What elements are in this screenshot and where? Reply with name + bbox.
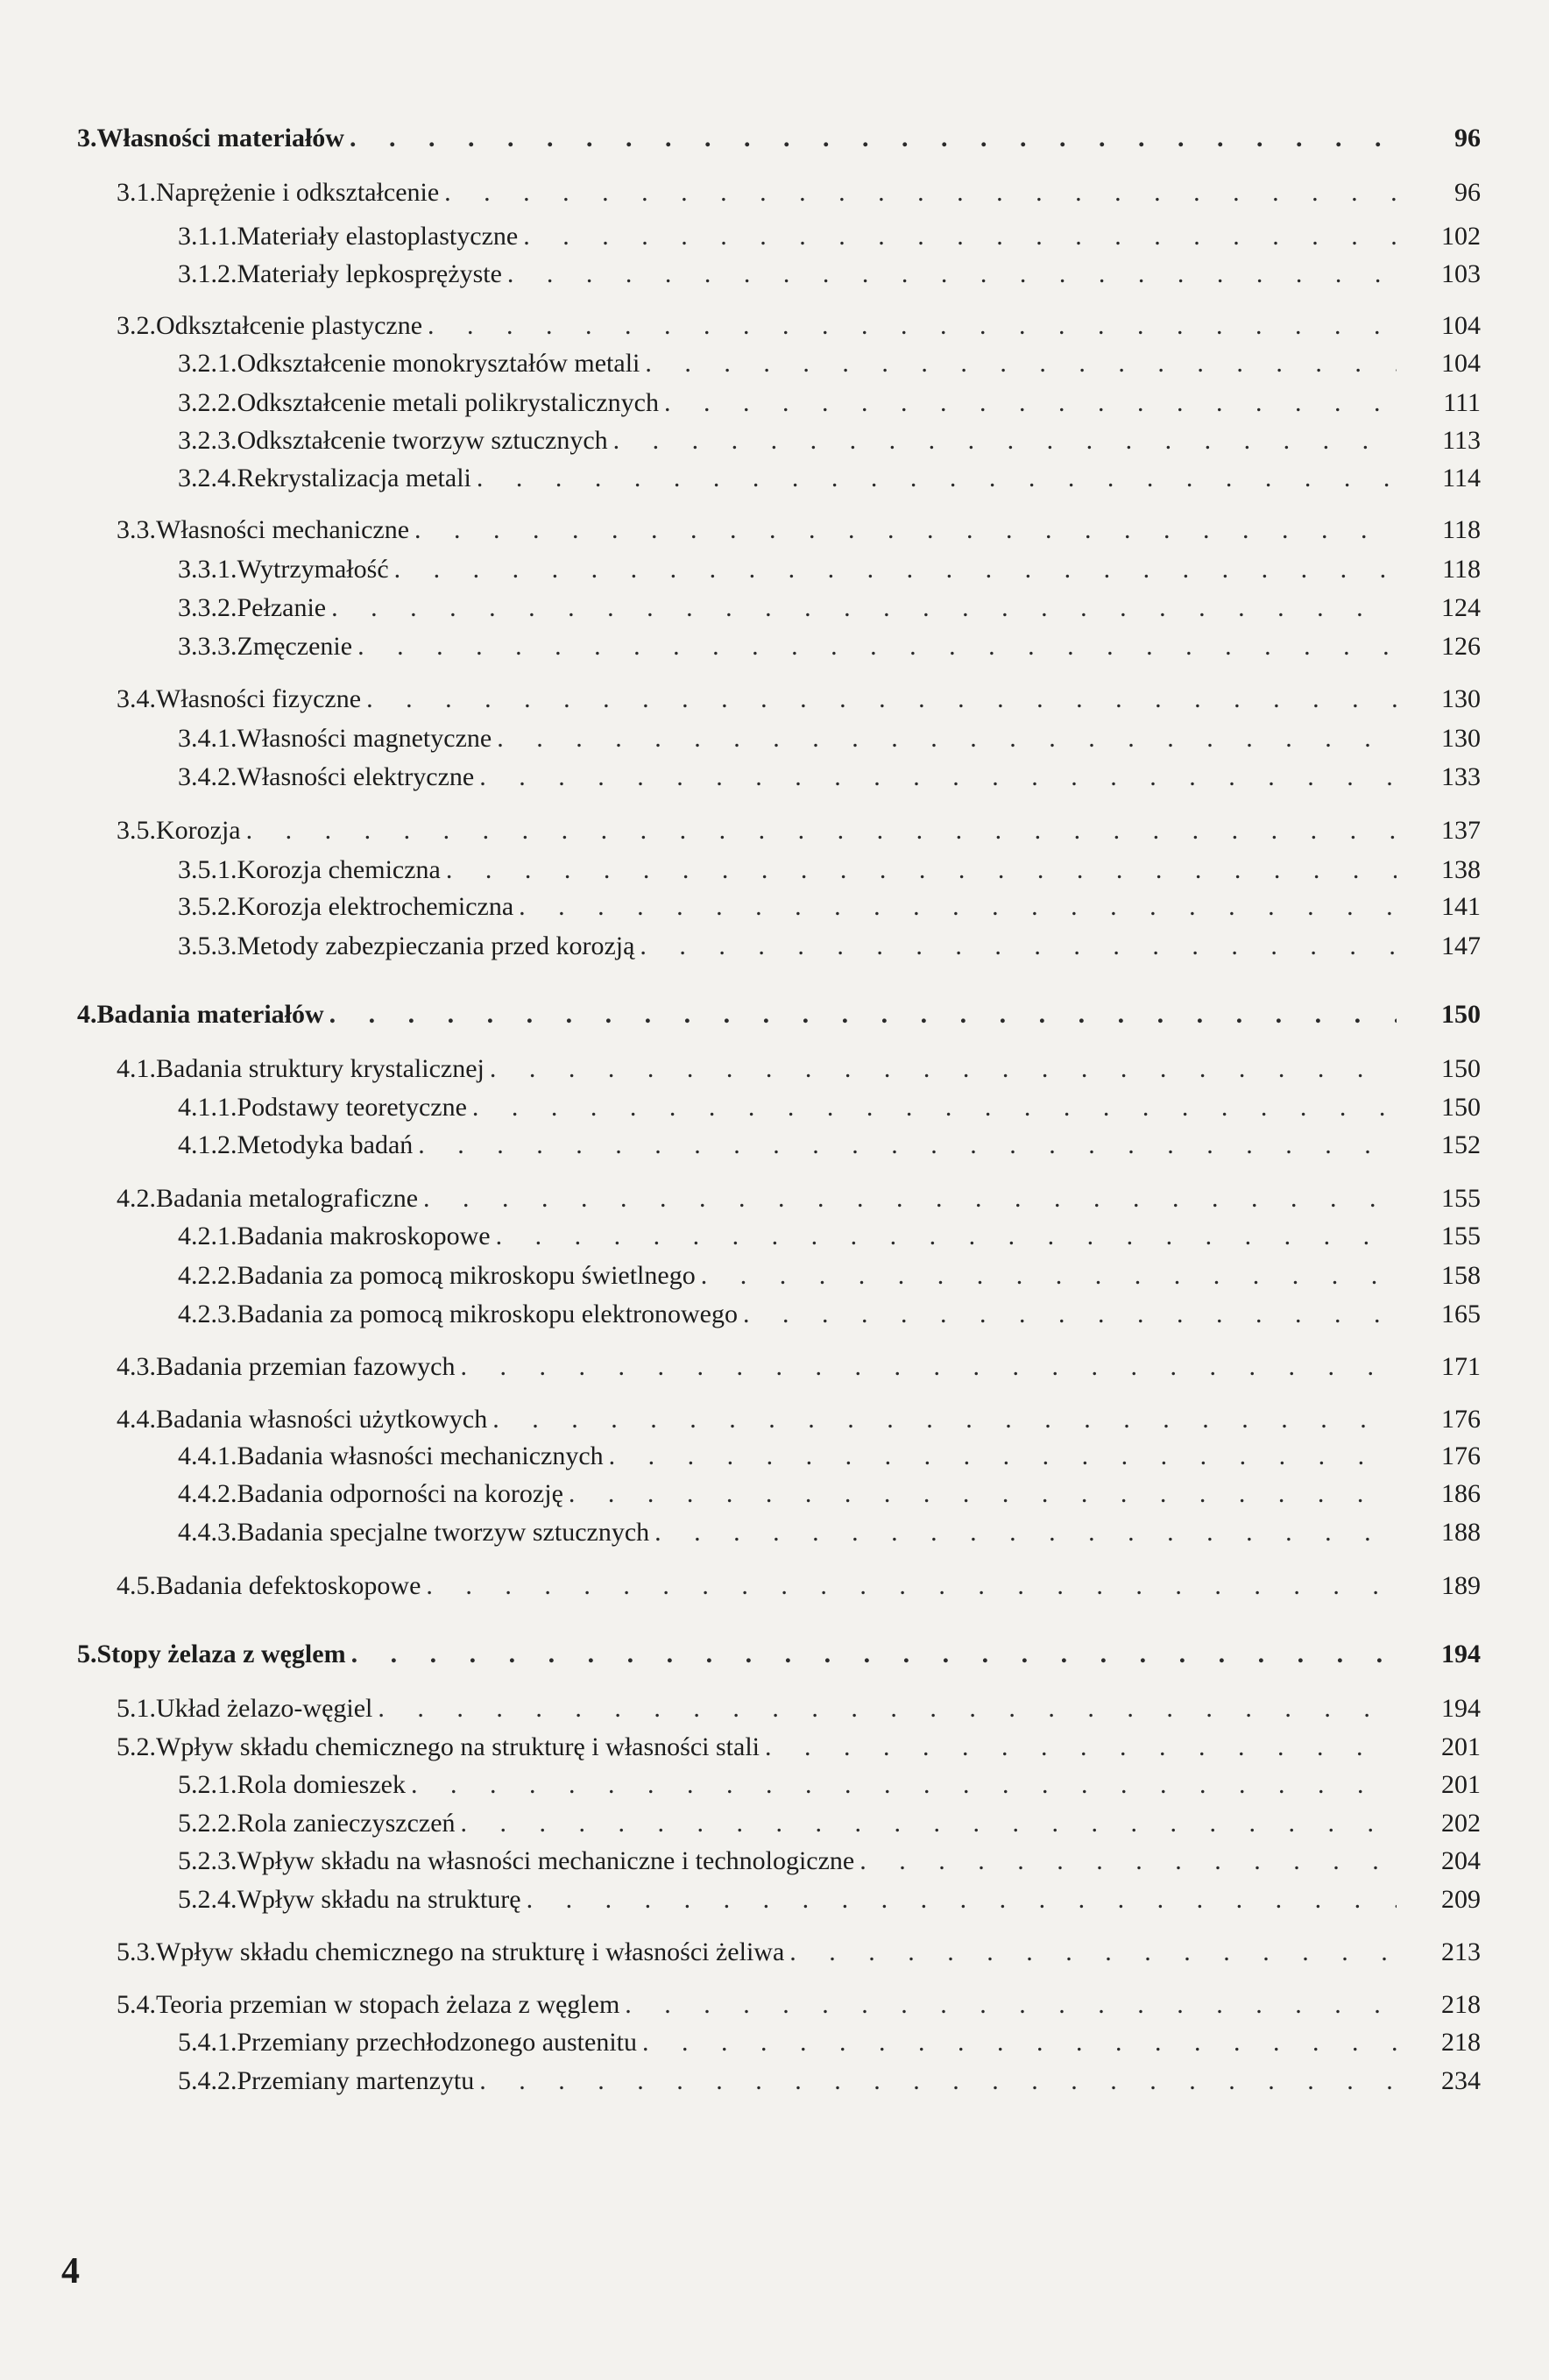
toc-entry-page: 186 xyxy=(1441,1479,1481,1508)
toc-entry-number: 5.2.1. xyxy=(178,1770,237,1799)
toc-entry-page: 103 xyxy=(1441,259,1481,288)
toc-entry-number: 3.1.1. xyxy=(178,222,237,251)
toc-entry-page: 176 xyxy=(1441,1405,1481,1434)
toc-entry-3-4 xyxy=(117,682,1481,717)
dot-leader xyxy=(609,1439,1397,1474)
toc-entry-page: 141 xyxy=(1441,892,1481,921)
toc-entry-page: 188 xyxy=(1441,1518,1481,1547)
dot-leader xyxy=(479,760,1397,795)
toc-entry-3-5-2 xyxy=(178,889,1481,924)
toc-entry-number: 4.1.2. xyxy=(178,1130,237,1159)
toc-entry-title: Własności materiałów xyxy=(96,124,344,152)
toc-entry-number: 5.2.3. xyxy=(178,1846,237,1875)
toc-entry-page: 96 xyxy=(1454,178,1481,207)
toc-entry-5-4 xyxy=(117,1987,1481,2022)
toc-entry-number: 3.5.2. xyxy=(178,892,237,921)
toc-entry-title: Badania za pomocą mikroskopu elektronowego xyxy=(237,1300,738,1328)
toc-entry-title: Wpływ składu chemicznego na strukturę i własności żeliwa xyxy=(156,1937,785,1966)
dot-leader xyxy=(625,1987,1397,2022)
toc-entry-title: Zmęczenie xyxy=(237,632,353,661)
toc-entry-title: Własności mechaniczne xyxy=(156,515,410,544)
toc-entry-3-5-3 xyxy=(178,929,1481,964)
toc-entry-title: Wpływ składu na własności mechaniczne i technologiczne xyxy=(237,1846,855,1875)
toc-entry-page: 218 xyxy=(1441,1990,1481,2019)
toc-entry-number: 4.1.1. xyxy=(178,1093,237,1122)
toc-entry-page: 118 xyxy=(1442,555,1481,584)
toc-entry-number: 4.4.1. xyxy=(178,1441,237,1470)
toc-entry-page: 209 xyxy=(1441,1885,1481,1914)
toc-entry-title: Korozja xyxy=(156,816,241,845)
toc-entry-page: 194 xyxy=(1441,1640,1481,1668)
dot-leader xyxy=(492,1402,1397,1437)
toc-entry-title: Przemiany przechłodzonego austenitu xyxy=(237,2028,638,2057)
dot-leader xyxy=(446,853,1397,888)
toc-entry-title: Odkształcenie monokryształów metali xyxy=(237,349,640,378)
toc-entry-page: 126 xyxy=(1441,632,1481,661)
toc-entry-number: 3. xyxy=(77,124,97,152)
toc-entry-number: 5.3. xyxy=(117,1937,156,1966)
dot-leader xyxy=(645,346,1397,381)
dot-leader xyxy=(490,1052,1397,1087)
toc-entry-page: 104 xyxy=(1441,311,1481,340)
toc-entry-page: 194 xyxy=(1441,1694,1481,1723)
toc-entry-page: 104 xyxy=(1441,349,1481,378)
toc-entry-title: Korozja elektrochemiczna xyxy=(237,892,514,921)
toc-entry-5-4-2 xyxy=(178,2064,1481,2099)
toc-entry-page: 111 xyxy=(1443,388,1481,417)
toc-entry-number: 5.4.2. xyxy=(178,2066,237,2095)
toc-entry-page: 118 xyxy=(1442,515,1481,544)
dot-leader xyxy=(423,1181,1397,1216)
toc-entry-5-2-3 xyxy=(178,1844,1481,1879)
toc-entry-number: 5.2. xyxy=(117,1732,156,1761)
toc-entry-page: 147 xyxy=(1441,931,1481,960)
dot-leader xyxy=(479,2064,1397,2099)
dot-leader xyxy=(743,1297,1397,1332)
toc-entry-5 xyxy=(77,1637,1481,1672)
dot-leader xyxy=(613,423,1397,458)
toc-entry-title: Badania materiałów xyxy=(96,1000,324,1029)
toc-entry-3-2-4 xyxy=(178,461,1481,496)
toc-entry-title: Układ żelazo-węgiel xyxy=(156,1694,373,1723)
toc-entry-title: Badania metalograficzne xyxy=(156,1184,419,1213)
toc-entry-number: 4.3. xyxy=(117,1352,156,1381)
toc-entry-title: Własności elektryczne xyxy=(237,762,475,791)
toc-entry-4-1-2 xyxy=(178,1128,1481,1163)
toc-entry-number: 3.4. xyxy=(117,684,156,713)
dot-leader xyxy=(411,1767,1397,1803)
dot-leader xyxy=(654,1515,1397,1550)
toc-entry-title: Badania odporności na korozję xyxy=(237,1479,563,1508)
dot-leader xyxy=(428,308,1397,344)
toc-entry-4-4-1 xyxy=(178,1439,1481,1474)
toc-entry-page: 124 xyxy=(1441,593,1481,622)
dot-leader xyxy=(246,813,1397,848)
toc-entry-4-3 xyxy=(117,1349,1481,1385)
toc-entry-5-2-1 xyxy=(178,1767,1481,1803)
toc-entry-page: 234 xyxy=(1441,2066,1481,2095)
toc-entry-title: Badania specjalne tworzyw sztucznych xyxy=(237,1518,650,1547)
dot-leader xyxy=(527,1882,1397,1917)
toc-entry-title: Wpływ składu chemicznego na strukturę i własności stali xyxy=(156,1732,760,1761)
toc-entry-number: 5.1. xyxy=(117,1694,156,1723)
toc-entry-number: 3.1.2. xyxy=(178,259,237,288)
toc-entry-number: 4.2.2. xyxy=(178,1261,237,1290)
dot-leader xyxy=(350,121,1397,156)
toc-entry-title: Wpływ składu na strukturę xyxy=(237,1885,521,1914)
toc-entry-number: 3.2.1. xyxy=(178,349,237,378)
toc-entry-number: 3.5.1. xyxy=(178,855,237,884)
toc-entry-3-4-2 xyxy=(178,760,1481,795)
toc-entry-page: 152 xyxy=(1441,1130,1481,1159)
dot-leader xyxy=(351,1637,1397,1672)
toc-entry-title: Pełzanie xyxy=(237,593,327,622)
toc-entry-page: 133 xyxy=(1441,762,1481,791)
toc-entry-title: Naprężenie i odkształcenie xyxy=(156,178,440,207)
toc-entry-5-2-2 xyxy=(178,1806,1481,1841)
toc-entry-5-1 xyxy=(117,1691,1481,1726)
toc-entry-page: 158 xyxy=(1441,1261,1481,1290)
dot-leader xyxy=(426,1569,1397,1604)
toc-entry-page: 130 xyxy=(1441,724,1481,753)
dot-leader xyxy=(414,513,1397,548)
toc-entry-4-4-2 xyxy=(178,1477,1481,1512)
toc-entry-title: Materiały elastoplastyczne xyxy=(237,222,519,251)
toc-entry-title: Teoria przemian w stopach żelaza z węglem xyxy=(156,1990,620,2019)
dot-leader xyxy=(765,1730,1397,1765)
toc-entry-page: 150 xyxy=(1441,1093,1481,1122)
toc-entry-3-3-1 xyxy=(178,552,1481,587)
toc-entry-title: Badania makroskopowe xyxy=(237,1222,491,1250)
toc-entry-title: Przemiany martenzytu xyxy=(237,2066,475,2095)
dot-leader xyxy=(664,386,1397,421)
toc-entry-3-5-1 xyxy=(178,853,1481,888)
toc-entry-title: Badania własności mechanicznych xyxy=(237,1441,604,1470)
dot-leader xyxy=(569,1477,1397,1512)
dot-leader xyxy=(701,1258,1397,1293)
dot-leader xyxy=(461,1806,1397,1841)
toc-entry-title: Rola domieszek xyxy=(237,1770,406,1799)
toc-entry-title: Odkształcenie metali polikrystalicznych xyxy=(237,388,659,417)
toc-entry-number: 3.5.3. xyxy=(178,931,237,960)
toc-entry-number: 3.5. xyxy=(117,816,156,845)
toc-entry-3-2-2 xyxy=(178,386,1481,421)
dot-leader xyxy=(507,257,1397,292)
toc-entry-title: Badania za pomocą mikroskopu świetlnego xyxy=(237,1261,696,1290)
toc-entry-3 xyxy=(77,121,1481,156)
toc-entry-page: 176 xyxy=(1441,1441,1481,1470)
toc-entry-page: 202 xyxy=(1441,1809,1481,1838)
toc-entry-number: 5. xyxy=(77,1640,97,1668)
toc-entry-number: 3.2.2. xyxy=(178,388,237,417)
toc-entry-number: 4.2. xyxy=(117,1184,156,1213)
toc-entry-4-5 xyxy=(117,1569,1481,1604)
dot-leader xyxy=(642,2025,1397,2060)
toc-entry-number: 3.2. xyxy=(117,311,156,340)
toc-entry-title: Badania własności użytkowych xyxy=(156,1405,488,1434)
toc-entry-5-3 xyxy=(117,1935,1481,1970)
toc-entry-number: 3.1. xyxy=(117,178,156,207)
dot-leader xyxy=(331,591,1397,626)
dot-leader xyxy=(329,997,1397,1032)
toc-entry-4-2 xyxy=(117,1181,1481,1216)
dot-leader xyxy=(789,1935,1397,1970)
toc-entry-4-2-2 xyxy=(178,1258,1481,1293)
toc-entry-title: Odkształcenie plastyczne xyxy=(156,311,423,340)
dot-leader xyxy=(394,552,1397,587)
toc-entry-number: 3.3.1. xyxy=(178,555,237,584)
toc-entry-5-2-4 xyxy=(178,1882,1481,1917)
toc-entry-page: 96 xyxy=(1454,124,1481,152)
toc-entry-title: Odkształcenie tworzyw sztucznych xyxy=(237,426,608,455)
toc-entry-number: 5.2.4. xyxy=(178,1885,237,1914)
toc-entry-3-3 xyxy=(117,513,1481,548)
toc-entry-page: 171 xyxy=(1441,1352,1481,1381)
toc-entry-number: 3.2.4. xyxy=(178,464,237,492)
dot-leader xyxy=(444,175,1397,210)
toc-entry-3-2 xyxy=(117,308,1481,344)
toc-entry-number: 4.4.2. xyxy=(178,1479,237,1508)
toc-entry-number: 4.4. xyxy=(117,1405,156,1434)
toc-entry-4-1 xyxy=(117,1052,1481,1087)
toc-entry-number: 4.5. xyxy=(117,1571,156,1600)
toc-entry-page: 137 xyxy=(1441,816,1481,845)
toc-entry-3-3-3 xyxy=(178,629,1481,664)
toc-entry-page: 165 xyxy=(1441,1300,1481,1328)
toc-entry-4-2-1 xyxy=(178,1219,1481,1254)
toc-entry-number: 3.3.2. xyxy=(178,593,237,622)
dot-leader xyxy=(523,219,1397,254)
toc-entry-3-1 xyxy=(117,175,1481,210)
page-number: 4 xyxy=(61,2251,80,2291)
dot-leader xyxy=(366,682,1397,717)
toc-entry-4-2-3 xyxy=(178,1297,1481,1332)
toc-entry-page: 204 xyxy=(1441,1846,1481,1875)
toc-entry-3-2-1 xyxy=(178,346,1481,381)
toc-entry-4 xyxy=(77,997,1481,1032)
toc-entry-page: 218 xyxy=(1441,2028,1481,2057)
toc-entry-page: 130 xyxy=(1441,684,1481,713)
toc-entry-number: 5.4.1. xyxy=(178,2028,237,2057)
toc-entry-page: 114 xyxy=(1442,464,1481,492)
toc-entry-3-5 xyxy=(117,813,1481,848)
toc-entry-4-1-1 xyxy=(178,1090,1481,1125)
toc-entry-title: Własności fizyczne xyxy=(156,684,362,713)
toc-entry-5-2 xyxy=(117,1730,1481,1765)
toc-entry-3-1-1 xyxy=(178,219,1481,254)
toc-entry-page: 150 xyxy=(1441,1000,1481,1029)
toc-entry-page: 213 xyxy=(1441,1937,1481,1966)
toc-entry-title: Rekrystalizacja metali xyxy=(237,464,471,492)
toc-entry-title: Badania defektoskopowe xyxy=(156,1571,421,1600)
toc-entry-title: Badania struktury krystalicznej xyxy=(156,1054,485,1083)
dot-leader xyxy=(418,1128,1397,1163)
toc-entry-number: 5.4. xyxy=(117,1990,156,2019)
dot-leader xyxy=(472,1090,1397,1125)
toc-entry-number: 3.3. xyxy=(117,515,156,544)
toc-entry-3-2-3 xyxy=(178,423,1481,458)
toc-entry-3-1-2 xyxy=(178,257,1481,292)
toc-entry-page: 102 xyxy=(1441,222,1481,251)
dot-leader xyxy=(477,461,1397,496)
toc-entry-number: 3.3.3. xyxy=(178,632,237,661)
dot-leader xyxy=(461,1349,1397,1385)
toc-entry-page: 155 xyxy=(1441,1184,1481,1213)
toc-entry-number: 4. xyxy=(77,1000,97,1029)
dot-leader xyxy=(496,1219,1397,1254)
toc-entry-title: Stopy żelaza z węglem xyxy=(96,1640,346,1668)
toc-entry-number: 4.1. xyxy=(117,1054,156,1083)
toc-entry-number: 4.2.3. xyxy=(178,1300,237,1328)
dot-leader xyxy=(859,1844,1397,1879)
dot-leader xyxy=(357,629,1397,664)
toc-entry-title: Badania przemian fazowych xyxy=(156,1352,456,1381)
toc-entry-number: 5.2.2. xyxy=(178,1809,237,1838)
toc-entry-page: 201 xyxy=(1441,1732,1481,1761)
toc-entry-title: Materiały lepkosprężyste xyxy=(237,259,502,288)
toc-entry-3-3-2 xyxy=(178,591,1481,626)
toc-entry-page: 138 xyxy=(1441,855,1481,884)
toc-entry-4-4 xyxy=(117,1402,1481,1437)
toc-entry-3-4-1 xyxy=(178,721,1481,756)
toc-entry-page: 113 xyxy=(1442,426,1481,455)
toc-entry-title: Wytrzymałość xyxy=(237,555,389,584)
toc-entry-title: Podstawy teoretyczne xyxy=(237,1093,467,1122)
toc-entry-number: 4.2.1. xyxy=(178,1222,237,1250)
toc-entry-title: Korozja chemiczna xyxy=(237,855,441,884)
toc-entry-page: 155 xyxy=(1441,1222,1481,1250)
dot-leader xyxy=(497,721,1397,756)
toc-entry-number: 3.2.3. xyxy=(178,426,237,455)
dot-leader xyxy=(519,889,1397,924)
toc-entry-number: 4.4.3. xyxy=(178,1518,237,1547)
toc-entry-5-4-1 xyxy=(178,2025,1481,2060)
toc-entry-4-4-3 xyxy=(178,1515,1481,1550)
toc-entry-title: Rola zanieczyszczeń xyxy=(237,1809,456,1838)
toc-entry-title: Metody zabezpieczania przed korozją xyxy=(237,931,635,960)
toc-entry-page: 201 xyxy=(1441,1770,1481,1799)
toc-entry-page: 189 xyxy=(1441,1571,1481,1600)
toc-entry-page: 150 xyxy=(1441,1054,1481,1083)
toc-entry-number: 3.4.2. xyxy=(178,762,237,791)
toc-entry-number: 3.4.1. xyxy=(178,724,237,753)
dot-leader xyxy=(640,929,1397,964)
toc-entry-title: Własności magnetyczne xyxy=(237,724,492,753)
dot-leader xyxy=(378,1691,1397,1726)
toc-entry-title: Metodyka badań xyxy=(237,1130,414,1159)
